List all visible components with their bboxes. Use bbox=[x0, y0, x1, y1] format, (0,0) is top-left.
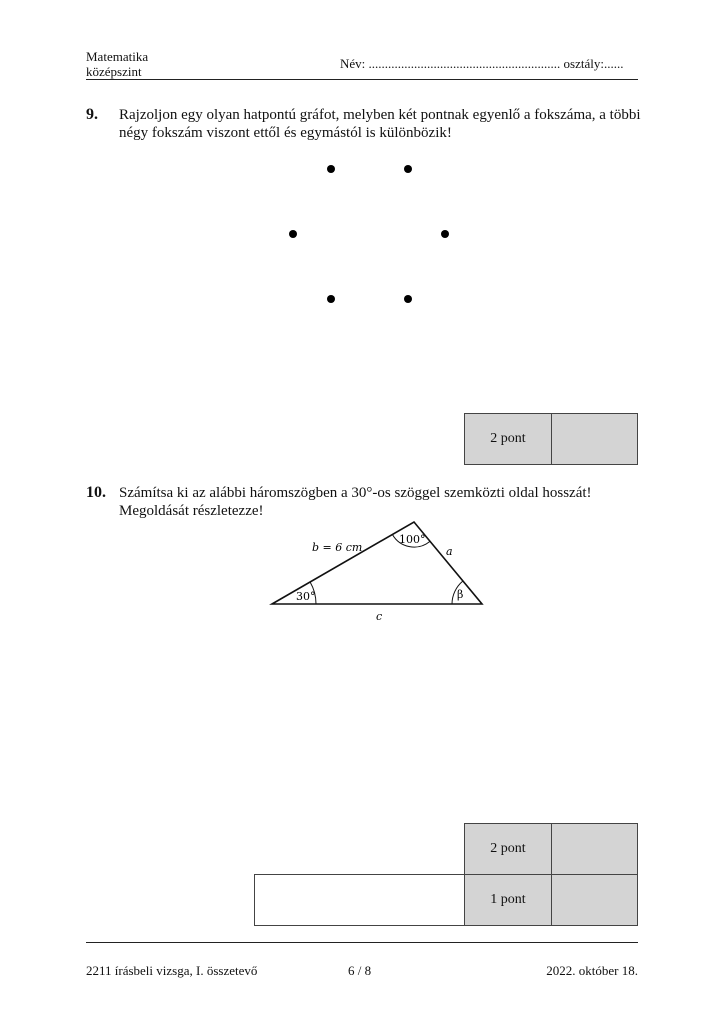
question-9-text-line1: Rajzoljon egy olyan hatpontú gráfot, melyben két pontnak egyenlő a fokszáma, a többi bbox=[119, 107, 641, 123]
question-9-text bbox=[119, 106, 641, 142]
angle-label-left: 30° bbox=[296, 590, 316, 603]
question-10-text-line2: Megoldását részletezze! bbox=[119, 503, 264, 519]
graph-vertex bbox=[441, 230, 449, 238]
score-label-1: 2 pont bbox=[490, 841, 526, 856]
header-rule bbox=[86, 79, 638, 80]
footer-page-number: 6 / 8 bbox=[348, 963, 372, 978]
question-9-number: 9. bbox=[86, 106, 98, 123]
subject-level: középszint bbox=[86, 64, 142, 79]
angle-label-top: 100° bbox=[399, 533, 426, 546]
graph-vertex bbox=[404, 295, 412, 303]
question-9-text-line2: négy fokszám viszont ettől és egymástól is különbözik! bbox=[119, 125, 452, 141]
triangle-figure bbox=[260, 515, 500, 630]
score-value-cell bbox=[551, 874, 638, 926]
side-label-c: c bbox=[376, 610, 383, 623]
footer-exam-code: 2211 írásbeli vizsga, I. összetevő bbox=[86, 963, 258, 978]
score-value-cell bbox=[551, 413, 638, 465]
side-label-a: a bbox=[446, 545, 453, 558]
footer-rule bbox=[86, 942, 638, 943]
score-label-cell bbox=[464, 874, 552, 926]
footer-date: 2022. október 18. bbox=[546, 963, 638, 978]
angle-label-right: β bbox=[457, 588, 464, 601]
side-label-b: b = 6 cm bbox=[312, 541, 363, 554]
score-label-cell bbox=[464, 413, 552, 465]
score-value-cell bbox=[551, 823, 638, 875]
score-label-2: 1 pont bbox=[490, 892, 526, 907]
subject-title: Matematika bbox=[86, 49, 149, 64]
score-label-cell bbox=[464, 823, 552, 875]
question-10-text-line1: Számítsa ki az alábbi háromszögben a 30°-os szöggel szemközti oldal hosszát! bbox=[119, 485, 592, 501]
question-10-number: 10. bbox=[86, 484, 106, 501]
graph-vertex bbox=[289, 230, 297, 238]
score-label: 2 pont bbox=[490, 431, 526, 446]
graph-vertex bbox=[327, 165, 335, 173]
name-class-field: Név: ........................................................... osztály:...... bbox=[340, 56, 624, 71]
header-subject bbox=[86, 49, 148, 79]
graph-vertex bbox=[404, 165, 412, 173]
score-blank-cell bbox=[254, 874, 465, 926]
graph-vertex bbox=[327, 295, 335, 303]
